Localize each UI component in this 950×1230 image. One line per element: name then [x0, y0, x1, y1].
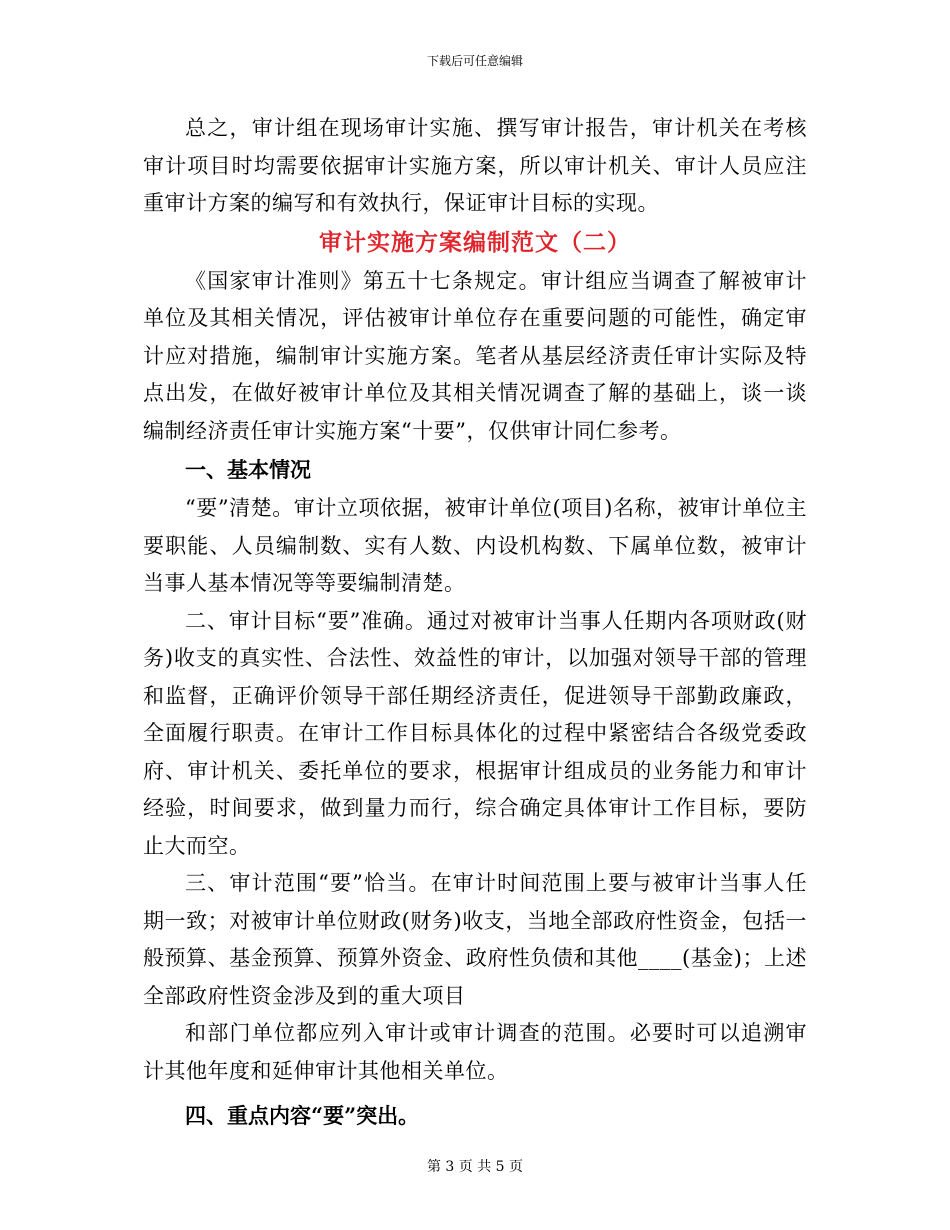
- document-title: 审计实施方案编制范文（二）: [319, 228, 631, 256]
- section-heading-basic-info: 一、基本情况: [185, 457, 311, 482]
- paragraph-audit-scope: 三、审计范围“要”恰当。在审计时间范围上要与被审计当事人任期一致；对被审计单位财政(财务)收支，当地全部政府性资金，包括一般预算、基金预算、预算外资金、政府性负债和其他____(基金)；上述全部政府性资金涉及到的重大项目: [143, 871, 807, 1008]
- paragraph-audit-scope-continued: 和部门单位都应列入审计或审计调查的范围。必要时可以追溯审计其他年度和延伸审计其他相关单位。: [143, 1021, 807, 1083]
- page-footer: 第 3 页 共 5 页: [426, 1159, 524, 1175]
- paragraph-audit-goal: 二、审计目标“要”准确。通过对被审计当事人任期内各项财政(财务)收支的真实性、合法性、效益性的审计，以加强对领导干部的管理和监督，正确评价领导干部任期经济责任，促进领导干部勤政廉政，全面履行职责。在审计工作目标具体化的过程中紧密结合各级党委政府、审计机关、委托单位的要求，根据审计组成员的业务能力和审计经验，时间要求，做到量力而行，综合确定具体审计工作目标，要防止大而空。: [143, 608, 807, 858]
- paragraph-summary: 总之，审计组在现场审计实施、撰写审计报告，审计机关在考核审计项目时均需要依据审计实施方案，所以审计机关、审计人员应注重审计方案的编写和有效执行，保证审计目标的实现。: [143, 116, 807, 215]
- paragraph-basic-info: “要”清楚。审计立项依据，被审计单位(项目)名称，被审计单位主要职能、人员编制数、实有人数、内设机构数、下属单位数，被审计当事人基本情况等等要编制清楚。: [143, 496, 807, 595]
- document-body: [143, 110, 807, 1136]
- paragraph-intro: 《国家审计准则》第五十七条规定。审计组应当调查了解被审计单位及其相关情况，评估被审计单位存在重要问题的可能性，确定审计应对措施，编制审计实施方案。笔者从基层经济责任审计实际及特点出发，在做好被审计单位及其相关情况调查了解的基础上，谈一谈编制经济责任审计实施方案“十要”，仅供审计同仁参考。: [143, 268, 807, 443]
- header-note: 下载后可任意编辑: [426, 54, 523, 68]
- section-heading-key-content: 四、重点内容“要”突出。: [185, 1103, 420, 1128]
